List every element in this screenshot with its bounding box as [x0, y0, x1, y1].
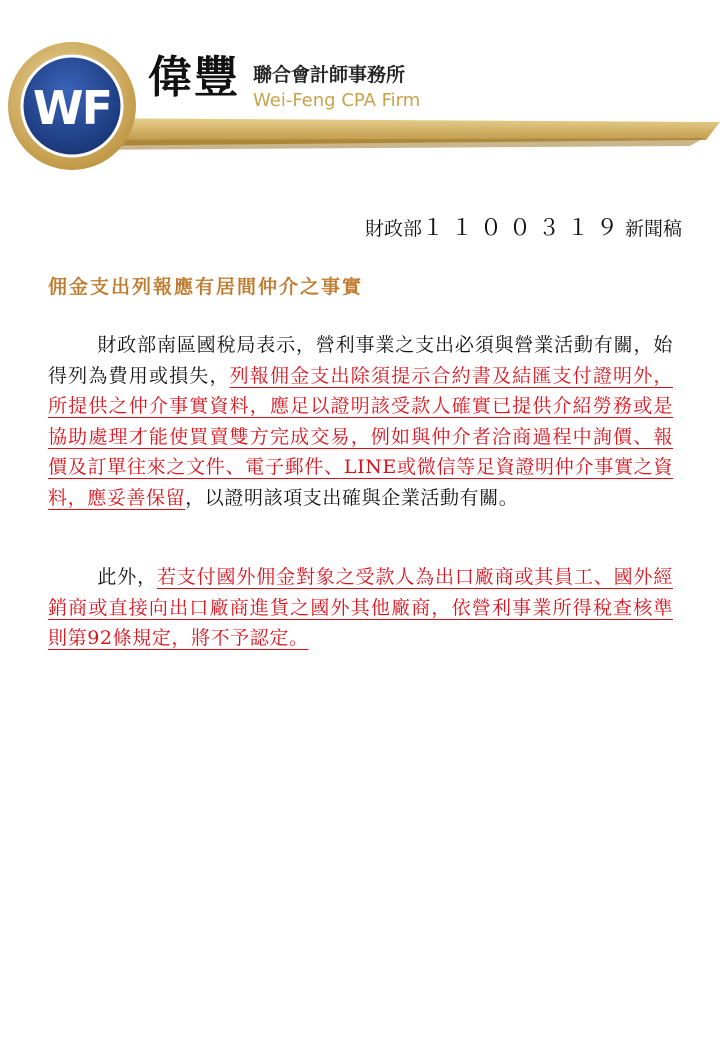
paragraph-1-tail: ，以證明該項支出確與企業活動有關。	[185, 486, 519, 509]
paragraph-1	[48, 330, 673, 513]
paragraph-2-lead: 此外，	[97, 566, 157, 588]
paragraph-1-lead: 財政部南區國稅局表示，營利事業之支出必須與營業活動有關，始得列為費用或損失，	[48, 334, 673, 387]
letterhead	[0, 0, 720, 190]
logo-letters: WF	[32, 81, 112, 135]
press-release-line	[365, 216, 682, 242]
article-title: 佣金支出列報應有居間仲介之事實	[48, 276, 364, 298]
paragraph-1-highlight: 列報佣金支出除須提示合約書及結匯支付證明外，所提供之仲介事實資料，應足以證明該受款人確實已提供介紹勞務或是協助處理才能使買賣雙方完成交易，例如與仲介者洽商過程中詢價、報價及訂單往來之文件、電子郵件、LINE或微信等足資證明仲介事實之資料，應妥善保留	[48, 364, 673, 509]
paragraph-2-highlight: 若支付國外佣金對象之受款人為出口廠商或其員工、國外經銷商或直接向出口廠商進貨之國外其他廠商，依營利事業所得稅查核準則第92條規定，將不予認定。	[48, 566, 673, 649]
paragraph-2	[48, 562, 673, 654]
firm-subtitle-en: Wei-Feng CPA Firm	[253, 90, 421, 111]
firm-name-cn: 偉豐	[148, 52, 240, 103]
release-suffix: 新聞稿	[624, 218, 682, 240]
release-number: １１００３１９	[421, 216, 625, 241]
release-prefix: 財政部	[364, 218, 422, 240]
firm-subtitle-cn: 聯合會計師事務所	[253, 64, 406, 86]
